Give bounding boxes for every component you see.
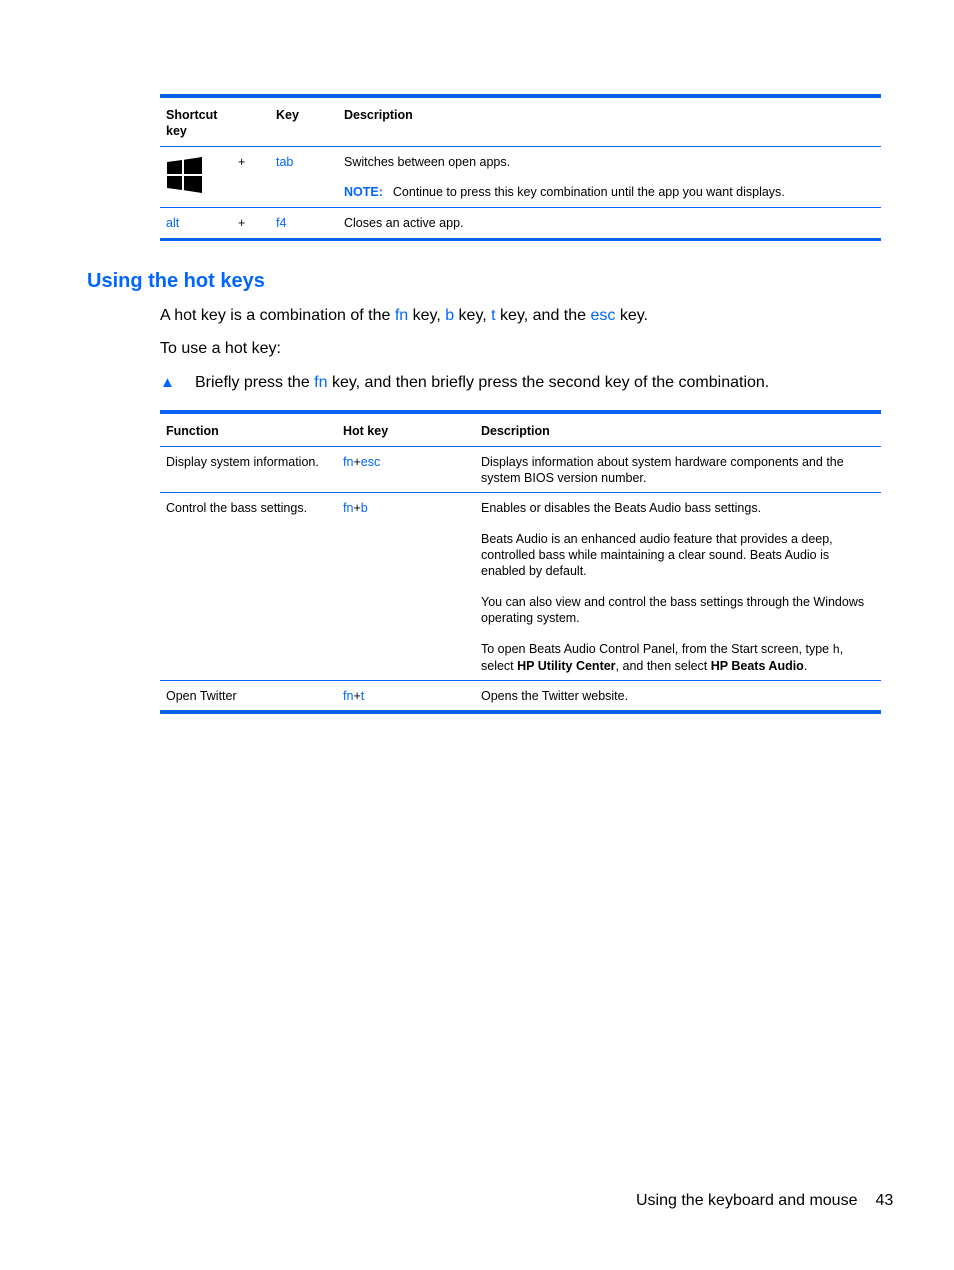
shortcut-table [160,94,881,241]
footer-title: Using the keyboard and mouse [636,1192,858,1209]
header-description: Description [481,424,550,438]
key-tab: tab [276,155,294,169]
function-cell: Display system information. [166,455,319,469]
key-fn: fn [314,374,328,391]
hotkey-cell [337,447,475,493]
hotkey-table-header [160,412,881,447]
key-t: t [360,689,365,703]
key-esc: esc [360,455,381,469]
description-text: Switches between open apps. [344,155,511,169]
code-text: h [832,643,840,657]
header-key: Key [276,108,299,122]
intro-text: key, [408,307,446,324]
key-t: t [491,307,496,324]
intro-text: key, and the [495,307,591,324]
table-row [160,493,881,681]
hotkey-table [160,410,881,714]
description-text: , and then select [615,659,711,673]
plus-sign: + [353,501,361,515]
shortcut-alt: alt [166,216,180,230]
page-footer [636,1191,893,1211]
hotkey-cell [337,681,475,713]
to-use-paragraph: To use a hot key: [160,340,281,357]
table-row [160,447,881,493]
description-paragraph: Beats Audio is an enhanced audio feature that provides a deep, controlled bass while maintaining a clear sound. Beats Audio is enabled by default. [481,532,833,578]
description-cell: Opens the Twitter website. [481,689,629,703]
key-fn: fn [343,455,354,469]
bold-text: HP Utility Center [517,659,616,673]
description-paragraph [481,641,875,674]
description-text: . [803,659,808,673]
key-fn: fn [343,501,354,515]
intro-text: key. [615,307,648,324]
function-cell: Control the bass settings. [166,501,308,515]
table-row [160,681,881,713]
plus-sign: + [238,216,246,230]
header-function: Function [166,424,219,438]
section-heading: Using the hot keys [87,270,265,292]
note-text: Continue to press this key combination until the app you want displays. [392,185,785,199]
key-b: b [360,501,368,515]
step-text: Briefly press the [195,374,315,391]
table-row [160,147,881,208]
description-text: To open Beats Audio Control Panel, from the Start screen, type [481,642,833,656]
description-cell [475,493,881,681]
function-cell: Open Twitter [166,689,237,703]
bold-text: HP Beats Audio [710,659,804,673]
table-row [160,208,881,240]
shortcut-cell [160,147,232,208]
shortcut-table-header [160,96,881,147]
header-plus [232,96,270,147]
description-cell [338,147,881,208]
intro-text: key, [454,307,492,324]
description-text: , select [481,642,844,673]
step-paragraph [160,373,769,393]
description-paragraph: You can also view and control the bass settings through the Windows operating system. [481,595,865,625]
description-cell: Displays information about system hardware components and the system BIOS version number. [481,455,844,485]
intro-text: A hot key is a combination of the [160,307,395,324]
key-b: b [445,307,455,324]
header-shortcut-key: Shortcut key [166,108,218,138]
note-label: NOTE: [344,185,383,199]
key-esc: esc [590,307,616,324]
header-hot-key: Hot key [343,424,389,438]
header-description: Description [344,108,413,122]
intro-paragraph [160,306,648,326]
key-fn: fn [394,307,409,324]
plus-sign: + [353,689,361,703]
description-paragraph: Enables or disables the Beats Audio bass settings. [481,501,762,515]
windows-logo-icon [166,156,204,194]
key-fn: fn [343,689,354,703]
page-number: 43 [875,1192,894,1209]
triangle-bullet-icon: ▲ [160,374,175,391]
plus-sign: + [238,155,246,169]
plus-sign: + [353,455,361,469]
hotkey-cell [337,493,475,681]
step-text: key, and then briefly press the second key of the combination. [327,374,770,391]
description-text: Closes an active app. [344,216,464,230]
note [344,184,875,200]
key-f4: f4 [276,216,287,230]
